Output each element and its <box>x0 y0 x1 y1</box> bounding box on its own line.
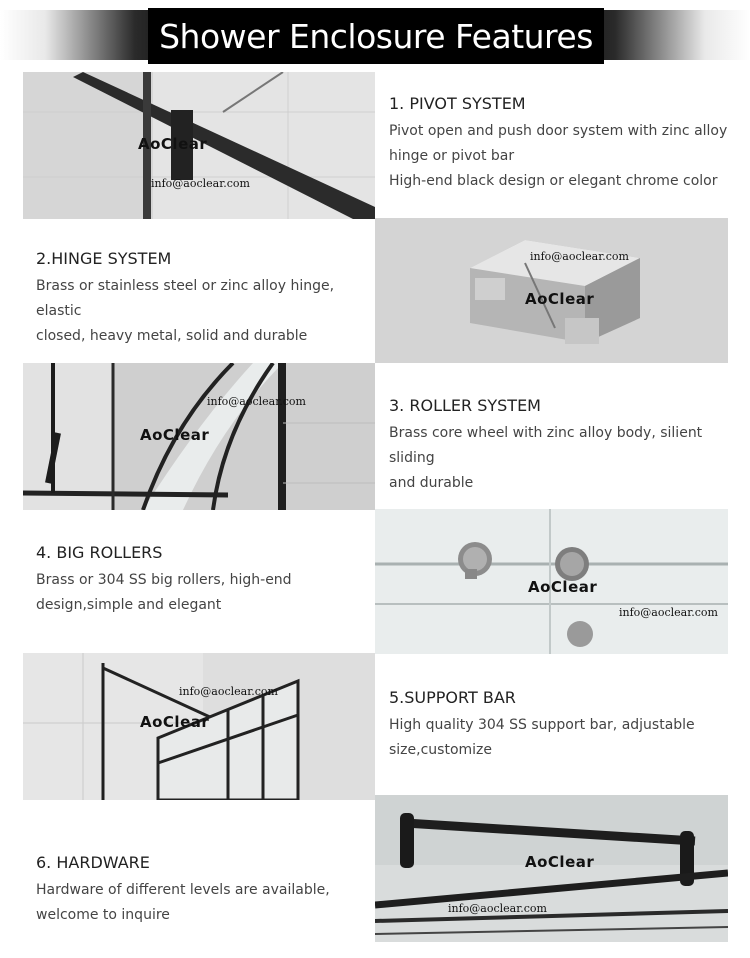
watermark-email: info@aoclear.com <box>448 902 547 915</box>
feature-hardware <box>36 853 366 928</box>
feature-line: Brass or 304 SS big rollers, high-end <box>36 572 292 588</box>
feature-hinge-system <box>36 249 366 349</box>
feature-line: Brass or stainless steel or zinc alloy hinge, elastic <box>36 278 335 319</box>
watermark-logo: AoClear <box>140 713 210 731</box>
watermark-email: info@aoclear.com <box>207 395 306 408</box>
big-rollers-photo <box>375 509 728 654</box>
feature-line: and durable <box>389 475 474 491</box>
feature-title: 2.HINGE SYSTEM <box>36 249 172 268</box>
watermark-email: info@aoclear.com <box>179 685 278 698</box>
feature-title: 3. ROLLER SYSTEM <box>389 396 541 415</box>
pivot-system-photo <box>23 72 375 219</box>
roller-system-photo <box>23 363 375 510</box>
watermark-logo: AoClear <box>138 135 208 153</box>
feature-support-bar <box>389 688 744 763</box>
feature-line: design,simple and elegant <box>36 597 222 613</box>
feature-line: High-end black design or elegant chrome color <box>389 173 718 189</box>
feature-line: Pivot open and push door system with zinc alloy <box>389 123 728 139</box>
feature-pivot-system <box>389 94 744 194</box>
header-title-box <box>148 8 604 64</box>
feature-title: 5.SUPPORT BAR <box>389 688 516 707</box>
feature-roller-system <box>389 396 744 496</box>
feature-title: 6. HARDWARE <box>36 853 150 872</box>
watermark-email: info@aoclear.com <box>530 250 629 263</box>
feature-title: 4. BIG ROLLERS <box>36 543 163 562</box>
feature-line: Brass core wheel with zinc alloy body, silient sliding <box>389 425 703 466</box>
watermark-logo: AoClear <box>525 290 595 308</box>
watermark-logo: AoClear <box>528 578 598 596</box>
feature-big-rollers <box>36 543 366 618</box>
hinge-system-photo <box>375 218 728 363</box>
feature-line: High quality 304 SS support bar, adjustable <box>389 717 695 733</box>
feature-line: welcome to inquire <box>36 907 170 923</box>
watermark-logo: AoClear <box>525 853 595 871</box>
watermark-email: info@aoclear.com <box>151 177 250 190</box>
feature-line: size,customize <box>389 742 493 758</box>
feature-line: Hardware of different levels are available, <box>36 882 330 898</box>
feature-line: hinge or pivot bar <box>389 148 515 164</box>
support-bar-photo <box>23 653 375 800</box>
hardware-photo <box>375 795 728 942</box>
feature-title: 1. PIVOT SYSTEM <box>389 94 526 113</box>
watermark-email: info@aoclear.com <box>619 606 718 619</box>
page-title: Shower Enclosure Features <box>159 16 593 56</box>
feature-line: closed, heavy metal, solid and durable <box>36 328 308 344</box>
watermark-logo: AoClear <box>140 426 210 444</box>
